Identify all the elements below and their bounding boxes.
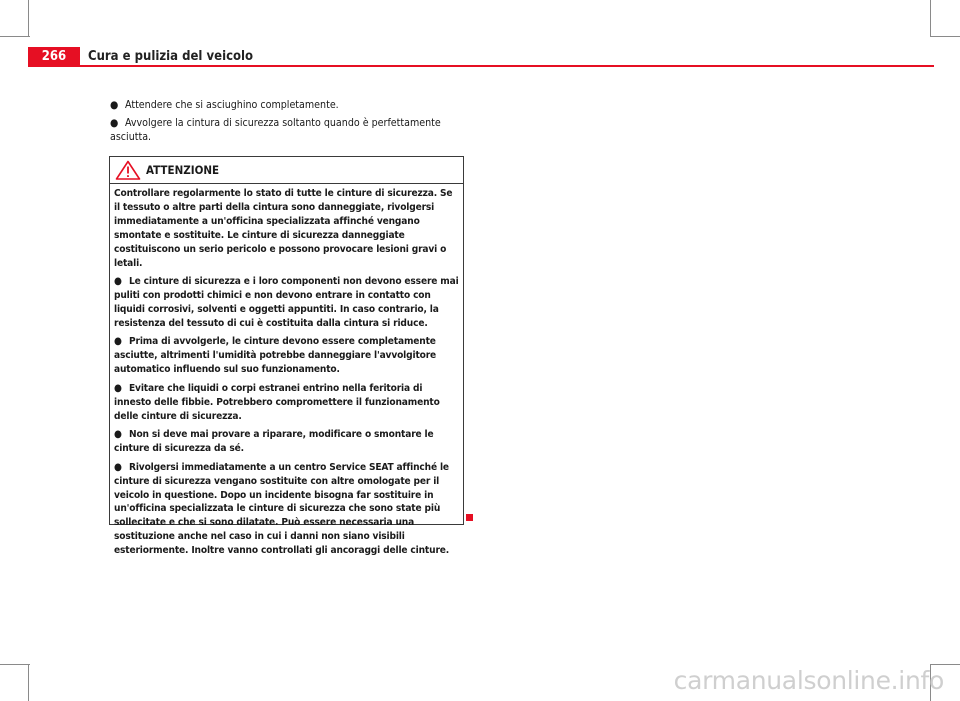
header-rule xyxy=(80,65,934,67)
crop-mark xyxy=(28,0,29,37)
bullet-icon: ● xyxy=(114,276,122,288)
crop-mark xyxy=(930,0,931,37)
list-item xyxy=(114,275,459,331)
list-item xyxy=(110,98,468,112)
page-title: Cura e pulizia del veicolo xyxy=(88,49,254,64)
bullet-icon: ● xyxy=(114,382,122,394)
bullet-icon: ● xyxy=(114,336,122,348)
bullet-icon: ● xyxy=(114,429,122,441)
list-item-text: Evitare che liquidi o corpi estranei entrino nella feritoria di innesto delle fibbie. Potrebbero compromettere il funzionamento delle cinture di sicurezza. xyxy=(114,382,440,422)
bullet-icon: ● xyxy=(110,99,119,111)
warning-intro: Controllare regolarmente lo stato di tutte le cinture di sicurezza. Se il tessuto o altre parti della cintura sono danneggiate, rivolgersi immediatamente a un'officina specializzata affinché vengano smontate e sostituite. Le cinture di sicurezza danneggiate costituiscono un serio pericolo e possono provocare lesioni gravi o letali. xyxy=(114,188,453,269)
crop-mark xyxy=(930,664,960,665)
warning-header xyxy=(110,157,463,184)
list-item xyxy=(114,335,459,377)
watermark: carmanualsonline.info xyxy=(673,666,944,695)
list-item xyxy=(114,428,459,456)
page-number: 266 xyxy=(28,47,80,67)
list-item xyxy=(114,382,459,424)
list-item xyxy=(110,116,468,144)
list-item-text: Rivolgersi immediatamente a un centro Service SEAT affinché le cinture di sicurezza vengano sostituite con altre omologate per il veicolo in questione. Dopo un incidente bisogna far sostituire in un'officina specializzata le cinture di sicurezza che sono state più sollecitate e che si sono dilatate. Può essere necessaria una sostituzione anche nel caso in cui i danni non siano visibili esteriormente. Inoltre vanno controllati gli ancoraggi delle cinture. xyxy=(114,461,450,557)
body-text xyxy=(110,98,468,148)
list-item-text: Le cinture di sicurezza e i loro componenti non devono essere mai puliti con prodotti chimici e non devono entrare in contatto con liquidi corrosivi, solventi e oggetti appuntiti. In caso contrario, la resistenza del tessuto di cui è costituita dalla cintura si riduce. xyxy=(114,276,459,329)
list-item xyxy=(114,461,459,558)
list-item-text: Non si deve mai provare a riparare, modificare o smontare le cinture di sicurezza da sé. xyxy=(114,429,434,455)
bullet-icon: ● xyxy=(110,117,119,129)
bullet-icon: ● xyxy=(114,461,122,473)
section-end-mark xyxy=(466,514,473,521)
list-item-text: Avvolgere la cintura di sicurezza soltanto quando è perfettamente asciutta. xyxy=(110,117,441,143)
warning-triangle-icon xyxy=(115,160,141,180)
list-item-text: Prima di avvolgerle, le cinture devono essere completamente asciutte, altrimenti l'umidità potrebbe danneggiare l'avvolgitore automatico influendo sul suo funzionamento. xyxy=(114,336,437,376)
warning-body xyxy=(110,184,463,558)
list-item-text: Attendere che si asciughino completamente. xyxy=(125,99,339,111)
warning-box xyxy=(109,156,464,557)
crop-mark xyxy=(930,36,960,37)
crop-mark xyxy=(28,664,29,701)
crop-mark xyxy=(0,36,30,37)
warning-title: ATTENZIONE xyxy=(146,163,220,177)
crop-mark xyxy=(0,664,30,665)
